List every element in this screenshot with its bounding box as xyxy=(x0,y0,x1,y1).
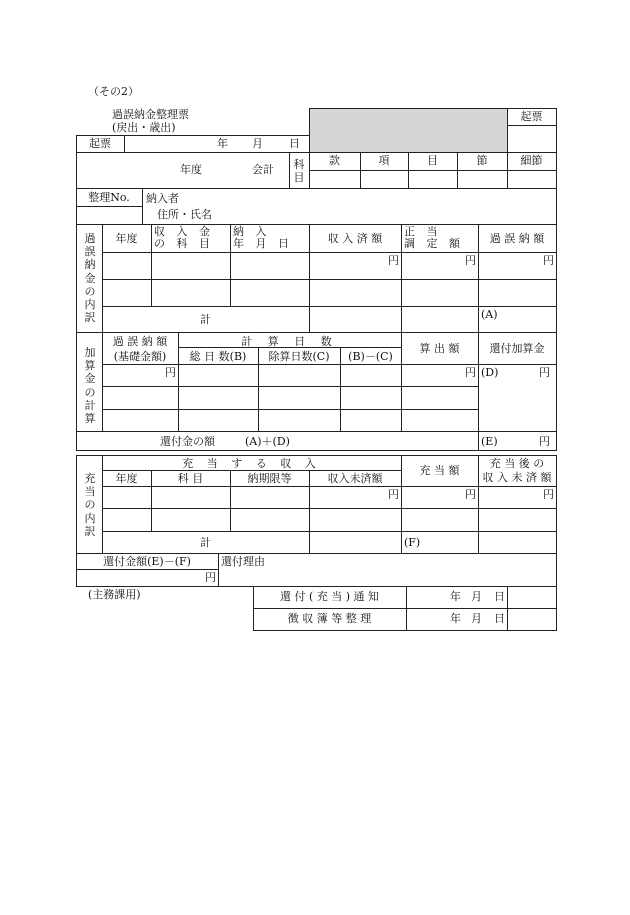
juto-suru-shunyu-header: 充 当 す る 収 入 xyxy=(182,457,321,470)
kettei-yen: 円 xyxy=(465,254,476,267)
juto-kamoku-header: 科 目 xyxy=(177,472,204,485)
shunyu-zumi-yen: 円 xyxy=(388,254,399,267)
juto-gaku-yen: 円 xyxy=(465,488,476,501)
mino-yen: 円 xyxy=(388,488,399,501)
tsuchi-day-label: 日 xyxy=(494,590,505,603)
seiri-no-label: 整理No. xyxy=(88,191,130,204)
tsuchi-year-label: 年 xyxy=(450,590,461,603)
uchiwake-kamoku-header-1: 収 入 金 xyxy=(154,225,214,238)
mark-e: (E) xyxy=(481,435,498,448)
kasan-side-label: 加算金の計算 xyxy=(84,346,96,426)
uchiwake-nendo-header: 年度 xyxy=(115,232,138,245)
shumuka-label: (主務課用) xyxy=(88,588,141,601)
kaikei-label: 会計 xyxy=(252,163,274,176)
mino-header: 収入未済額 xyxy=(327,472,383,485)
nounyusha-label: 納入者 xyxy=(146,192,179,205)
kanpu-gaku-formula: (A)＋(D) xyxy=(245,435,290,448)
form-subtitle: (戻出・歳出) xyxy=(112,121,176,134)
juto-gaku-header: 充 当 額 xyxy=(419,464,460,477)
shunyu-zumi-header: 収 入 済 額 xyxy=(327,232,383,245)
keisan-nissu-header: 計 算 日 数 xyxy=(241,335,338,348)
kettei-header-2: 調 定 額 xyxy=(404,237,464,250)
kasan-kiso-header: (基礎金額) xyxy=(113,350,167,363)
jogai-nissu-header: 除算日数(C) xyxy=(268,350,330,363)
sanshutsu-yen: 円 xyxy=(465,366,476,379)
juto-nendo-header: 年度 xyxy=(115,472,138,485)
choshu-day-label: 日 xyxy=(494,612,505,625)
tsuchi-month-label: 月 xyxy=(471,590,482,603)
uchiwake-total-label: 計 xyxy=(200,313,211,326)
mark-f: (F) xyxy=(404,536,421,549)
kihyo-label: 起票 xyxy=(89,137,111,150)
sa-header: (B)－(C) xyxy=(348,350,393,363)
kagonou-header: 過 誤 納 額 xyxy=(489,232,545,245)
uchiwake-kamoku-header-2: の 科 目 xyxy=(154,237,214,250)
kasan-kagonou-header: 過 誤 納 額 xyxy=(112,335,168,348)
kanpu-gaku-label: 還付金の額 xyxy=(160,435,215,448)
code-ko-label: 項 xyxy=(378,154,390,167)
kanpu-tsuchi-label: 還 付 ( 充 当 ) 通 知 xyxy=(279,590,380,603)
code-moku-label: 目 xyxy=(427,154,438,167)
juto-total-label: 計 xyxy=(200,536,211,549)
kasan-kagonou-yen: 円 xyxy=(165,366,176,379)
juto-side-label: 充当の内訳 xyxy=(84,472,96,538)
kanpu-kasan-header: 還付加算金 xyxy=(489,342,545,355)
choshu-month-label: 月 xyxy=(471,612,482,625)
nouki-header: 納期限等 xyxy=(247,472,292,485)
kanpu-gaku-yen: 円 xyxy=(539,435,550,448)
kagonou-yen: 円 xyxy=(543,254,554,267)
page-label: （その2） xyxy=(88,85,139,98)
sou-nissu-header: 総 日 数(B) xyxy=(189,350,247,363)
code-saisetsu-label: 細節 xyxy=(520,154,543,167)
kanpu-kasan-yen: 円 xyxy=(539,366,550,379)
juto-go-header-1: 充 当 後 の xyxy=(489,457,545,470)
sanshutsu-header: 算 出 額 xyxy=(419,342,460,355)
form-title: 過誤納金整理票 xyxy=(112,108,189,121)
uchiwake-nounyu-header-2: 年 月 日 xyxy=(233,237,293,250)
nendo-label: 年度 xyxy=(180,163,202,176)
uchiwake-side-label: 過誤納金の内訳 xyxy=(84,232,96,325)
code-setsu-label: 節 xyxy=(476,154,488,167)
choshu-seiri-label: 徴 収 簿 等 整 理 xyxy=(287,612,372,625)
mark-a: (A) xyxy=(481,308,498,321)
jusho-shimei-label: 住所・氏名 xyxy=(157,208,212,221)
kihyo-top-label: 起票 xyxy=(520,110,543,123)
kanpu-kingaku-yen: 円 xyxy=(205,571,216,584)
kihyo-year-label: 年 xyxy=(217,137,228,150)
code-kan-label: 款 xyxy=(329,154,340,167)
kihyo-day-label: 日 xyxy=(289,137,300,150)
kanpu-riyu-label: 還付理由 xyxy=(221,555,265,568)
kettei-header-1: 正 当 xyxy=(404,225,442,238)
kamoku-label: 科目 xyxy=(293,158,305,185)
juto-go-yen: 円 xyxy=(543,488,554,501)
uchiwake-nounyu-header-1: 納 入 xyxy=(233,225,271,238)
kihyo-month-label: 月 xyxy=(252,137,263,150)
mark-d: (D) xyxy=(481,366,499,379)
juto-go-header-2: 収 入 未 済 額 xyxy=(482,471,552,484)
kanpu-kingaku-label: 還付金額(E)－(F) xyxy=(103,555,191,568)
choshu-year-label: 年 xyxy=(450,612,461,625)
